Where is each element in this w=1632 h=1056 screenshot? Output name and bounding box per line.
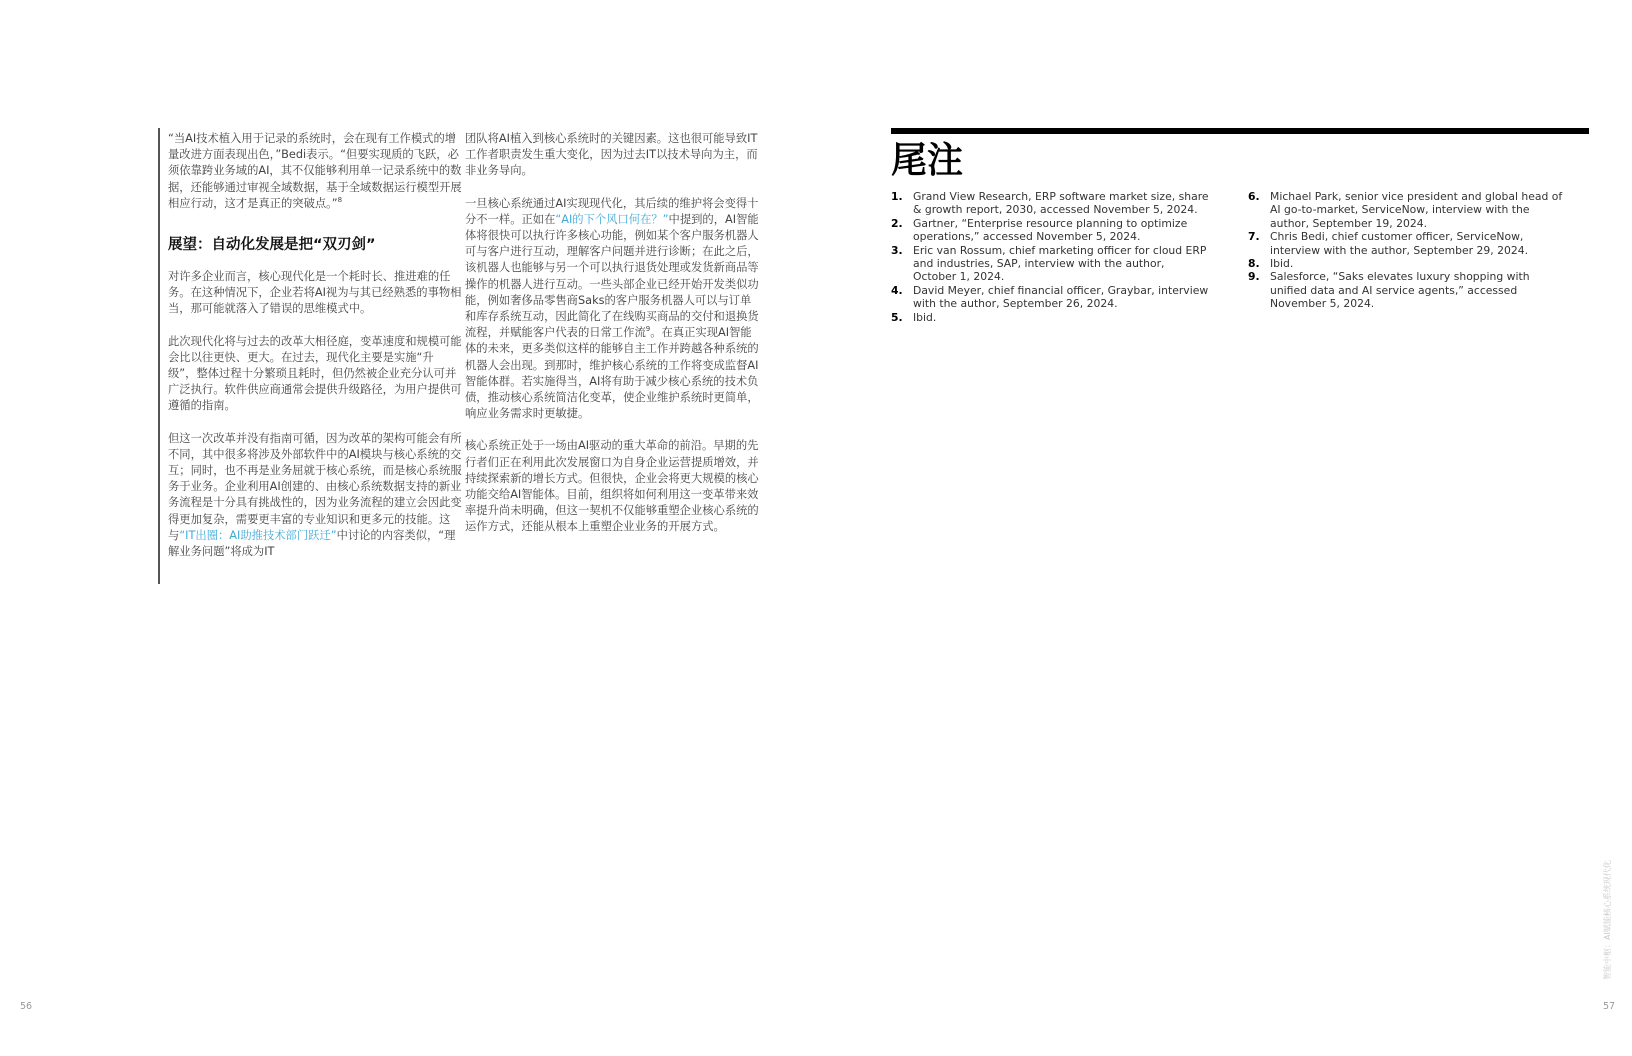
text-column-2 xyxy=(465,131,759,552)
quote-rule xyxy=(158,128,160,584)
paragraph: 对许多企业而言，核心现代化是一个耗时长、推进难的任务。在这种情况下，企业若将AI视为与其已经熟悉的事物相当，那可能就落入了错误的思维模式中。 xyxy=(168,270,462,316)
endnote-text: Ibid. xyxy=(1270,257,1294,271)
endnote-number: 7. xyxy=(1248,230,1260,244)
section-heading: 展望：自动化发展是把“双刃剑” xyxy=(168,237,376,254)
endnotes-list-1 xyxy=(891,190,1209,324)
paragraph-text: 一旦核心系统通过AI实现现代化，其后续的维护将会变得十分不一样。正如在 xyxy=(465,196,759,226)
quote-text: “当AI技术植入用于记录的系统时，会在现有工作模式的增量改进方面表现出色，”Bedi表示。“但要实现质的飞跃，必须依靠跨业务域的AI，其不仅能够利用单一记录系统中的数据，还能够通过审视全域数据，基于全域数据运行模型开展相应行动，这才是真正的突破点。” xyxy=(168,132,462,210)
endnote-number: 8. xyxy=(1248,257,1260,271)
paragraph-text: 中讨论的内容类似，“理解业务问题”将成为IT xyxy=(168,528,456,559)
endnote-number: 9. xyxy=(1248,270,1260,284)
endnote-number: 5. xyxy=(891,310,903,324)
endnote-text: Eric van Rossum, chief marketing officer for cloud ERP and industries, SAP, interview with the author, October 1, 2024. xyxy=(913,243,1207,284)
page-title: 尾注 xyxy=(891,140,964,181)
footnote-ref-9: 9 xyxy=(645,325,651,334)
footnote-ref-8: 8 xyxy=(337,196,343,205)
paragraph-text: 。在真正实现AI智能体的未来，更多类似这样的能够自主工作并跨越各种系统的机器人会出现。到那时，维护核心系统的工作将变成监督AI智能体群。若实施得当，AI将有助于减少核心系统的技术负债，推动核心系统简洁化变革，使企业维护系统时更简单，响应业务需求时更敏捷。 xyxy=(465,326,759,421)
cross-reference-link[interactable]: “IT出圈：AI助推技术部门跃迁” xyxy=(179,528,337,542)
endnote-text: Chris Bedi, chief customer officer, ServiceNow, interview with the author, September 29, 2024. xyxy=(1270,230,1529,257)
text-column-1 xyxy=(168,131,462,576)
endnote-text: Grand View Research, ERP software market size, share & growth report, 2030, accessed November 5, 2024. xyxy=(913,190,1209,217)
right-page xyxy=(816,0,1632,1056)
endnote-item xyxy=(891,284,1209,311)
page-number: 56 xyxy=(20,1001,33,1012)
running-head: 智能中枢：AI赋能核心系统现代化 xyxy=(1603,860,1612,980)
endnote-text: Ibid. xyxy=(913,310,937,324)
endnote-number: 2. xyxy=(891,216,903,230)
endnote-item xyxy=(1248,257,1566,270)
endnote-item xyxy=(891,217,1209,244)
endnote-text: Michael Park, senior vice president and global head of AI go-to-market, ServiceNow, interview with the author, September 19, 2024. xyxy=(1270,190,1563,230)
quote-paragraph xyxy=(168,131,462,212)
paragraph-text: 但这一次改革并没有指南可循，因为改革的架构可能会有所不同，其中很多将涉及外部软件中的AI模块与核心系统的交互；同时，也不再是业务屈就于核心系统，而是核心系统服务于业务。企业利用AI创建的、由核心系统数据支持的新业务流程是十分具有挑战性的，因为业务流程的建立会因此变得更加复杂，需要更丰富的专业知识和更多元的技能。这与 xyxy=(168,431,462,542)
paragraph: 团队将AI植入到核心系统时的关键因素。这也很可能导致IT工作者职责发生重大变化，因为过去IT以技术导向为主，而非业务导向。 xyxy=(465,132,758,178)
title-bar xyxy=(891,128,1589,134)
endnote-item xyxy=(891,311,1209,324)
paragraph: 此次现代化将与过去的改革大相径庭，变革速度和规模可能会比以往更快、更大。在过去，现代化主要是实施“升级”，整体过程十分繁琐且耗时，但仍然被企业充分认可并广泛执行。软件供应商通常会提供升级路径，为用户提供可遵循的指南。 xyxy=(168,334,462,413)
paragraph-text: 中提到的，AI智能体将很快可以执行许多核心功能，例如某个客户服务机器人可与客户进行互动，理解客户问题并进行诊断；在此之后，该机器人也能够与另一个可以执行退货处理或发货新商品等操作的机器人进行互动。一些头部企业已经开始开发类似功能，例如奢侈品零售商Saks的客户服务机器人可以与订单和库存系统互动，因此简化了在线购买商品的交付和退换货流程，并赋能客户代表的日常工作流 xyxy=(465,212,759,340)
paragraph: 核心系统正处于一场由AI驱动的重大革命的前沿。早期的先行者们正在利用此次发展窗口为自身企业运营提质增效，并持续探索新的增长方式。但很快，企业会将更大规模的核心功能交给AI智能体。目前，组织将如何利用这一变革带来效率提升尚未明确，但这一契机不仅能够重塑企业核心系统的运作方式，还能从根本上重塑企业业务的开展方式。 xyxy=(465,439,759,534)
endnote-number: 1. xyxy=(891,190,903,203)
endnote-number: 3. xyxy=(891,243,903,257)
endnote-item xyxy=(1248,190,1566,230)
endnote-number: 4. xyxy=(891,283,903,297)
endnote-number: 6. xyxy=(1248,190,1260,203)
endnote-item xyxy=(1248,230,1566,257)
endnote-item xyxy=(891,244,1209,284)
cross-reference-link[interactable]: “AI的下个风口何在？” xyxy=(555,212,669,226)
endnote-item xyxy=(1248,270,1566,310)
endnote-text: Gartner, “Enterprise resource planning to optimize operations,” accessed November 5, 2024. xyxy=(913,216,1188,244)
endnote-item xyxy=(891,190,1209,217)
paragraph xyxy=(168,431,462,561)
page-number: 57 xyxy=(1603,1001,1616,1012)
paragraph xyxy=(465,196,759,423)
endnote-text: David Meyer, chief financial officer, Graybar, interview with the author, September 26, 2024. xyxy=(913,283,1209,311)
endnote-text: Salesforce, “Saks elevates luxury shopping with unified data and AI service agents,” accessed November 5, 2024. xyxy=(1270,270,1530,311)
endnotes-list-2 xyxy=(1248,190,1566,311)
